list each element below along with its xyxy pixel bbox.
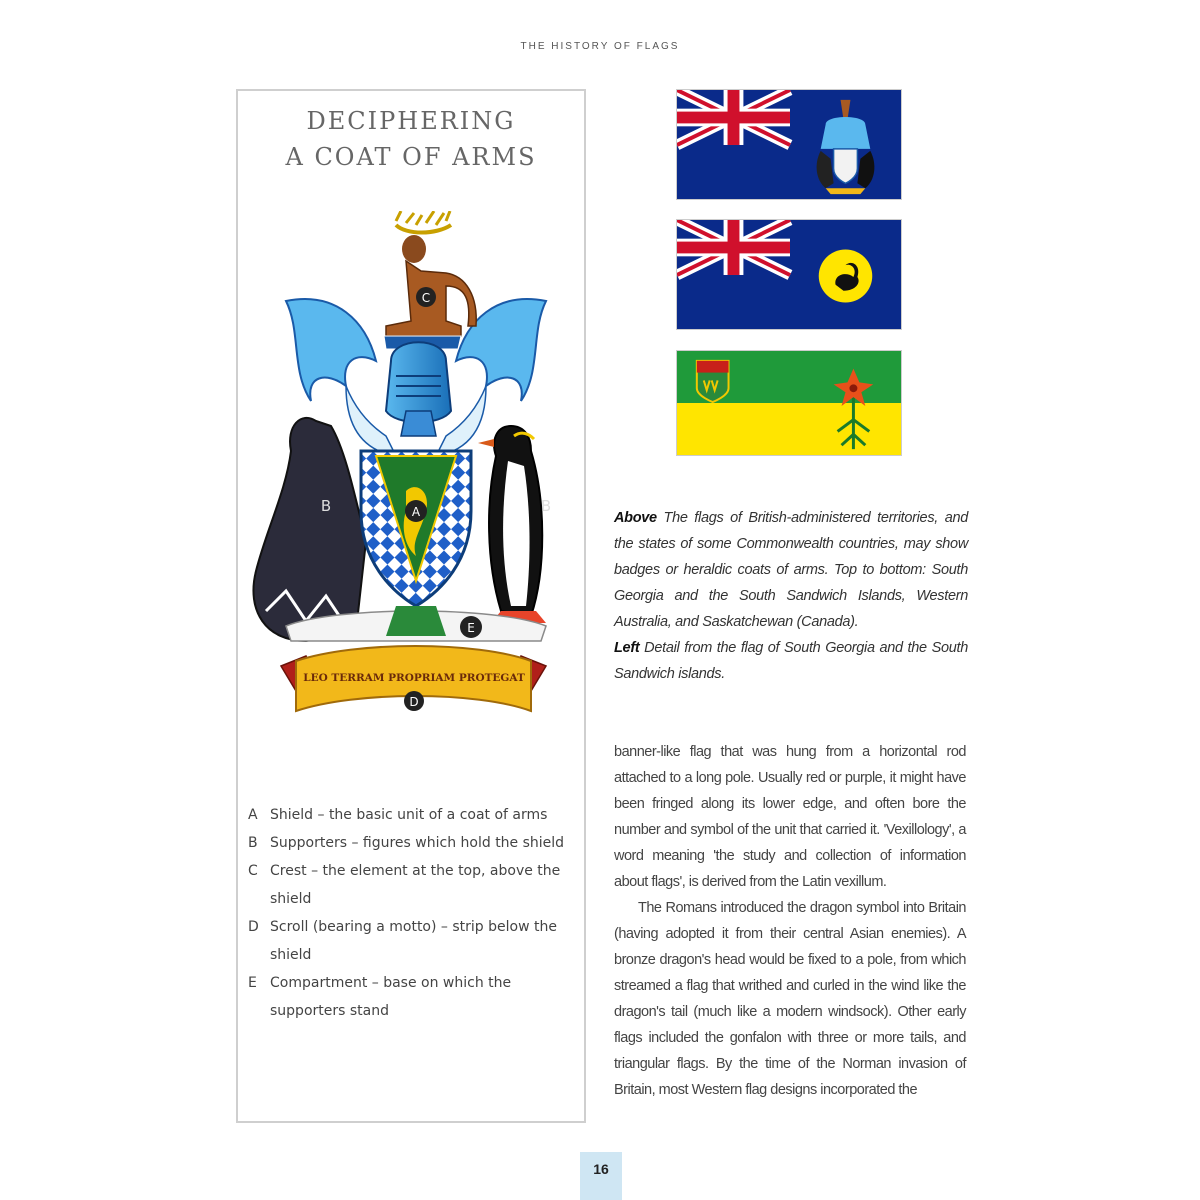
motto-scroll — [281, 646, 546, 711]
running-head: THE HISTORY OF FLAGS — [520, 41, 680, 52]
legend-letter: E — [248, 975, 257, 991]
union-jack — [677, 220, 790, 275]
coat-of-arms-legend — [248, 801, 578, 1025]
panel-title-line1: DECIPHERING — [306, 107, 516, 135]
marker-c: C — [421, 291, 431, 305]
legend-text: Scroll (bearing a motto) – strip below the shield — [270, 919, 557, 963]
motto-text: LEO TERRAM PROPRIAM PROTEGAT — [303, 672, 525, 684]
caption-left-label: Left — [614, 640, 640, 656]
legend-item — [248, 857, 578, 913]
caption-left-text: Detail from the flag of South Georgia and the South Sandwich islands. — [614, 640, 968, 682]
coat-of-arms-illustration — [246, 211, 576, 751]
panel-title — [238, 103, 584, 175]
legend-text: Crest – the element at the top, above the shield — [270, 863, 561, 907]
body-text — [614, 739, 966, 1103]
marker-a: A — [411, 505, 421, 519]
legend-letter: A — [248, 807, 258, 823]
shield — [361, 451, 471, 606]
body-paragraph-1: banner-like flag that was hung from a horizontal rod attached to a long pole. Usually red or purple, it might have been fringed along its lower edge, and often bore the number and symbol of the unit that carried it. 'Vexillology', a word meaning 'the study and collection of information about flags', is derived from the Latin vexillum. — [614, 744, 966, 890]
legend-item — [248, 829, 578, 857]
panel-title-line2: A COAT OF ARMS — [285, 143, 537, 171]
crest-reindeer — [384, 211, 476, 349]
coat-of-arms-panel — [236, 89, 586, 1123]
marker-b-left: B — [320, 497, 332, 515]
flag-saskatchewan — [676, 350, 902, 456]
caption-above-text: The flags of British-administered territories, and the states of some Commonwealth countries, may show badges or heraldic coats of arms. Top to bottom: South Georgia and the South Sandwich Islands, Western Australia, and Saskatchewan (Canada). — [614, 510, 968, 630]
legend-item — [248, 913, 578, 969]
union-jack — [677, 90, 790, 145]
helmet — [386, 342, 451, 436]
saskatchewan-shield-icon — [697, 361, 729, 402]
legend-letter: B — [248, 835, 258, 851]
legend-item — [248, 969, 578, 1025]
flag-western-australia — [676, 219, 902, 330]
marker-d: D — [409, 695, 419, 709]
body-paragraph-2: The Romans introduced the dragon symbol into Britain (having adopted it from their central Asian enemies). A bronze dragon's head would be fixed to a pole, from which streamed a flag that writhed and curled in the wind like the dragon's tail (much like a modern windsock). Other early flags included the gonfalon with three or more tails, and triangular flags. By the time of the Norman invasion of Britain, most Western flag designs incorporated the — [614, 900, 966, 1098]
marker-b-right: B — [540, 497, 552, 515]
caption-above-label: Above — [614, 510, 657, 526]
page-number: 16 — [580, 1152, 622, 1200]
supporter-penguin — [478, 426, 551, 623]
flags-caption — [614, 505, 968, 687]
supporter-fur-seal — [253, 418, 366, 641]
legend-letter: C — [248, 863, 258, 879]
marker-e: E — [467, 621, 475, 635]
flag-south-georgia — [676, 89, 902, 200]
legend-letter: D — [248, 919, 259, 935]
legend-text: Shield – the basic unit of a coat of arms — [270, 807, 548, 823]
legend-text: Supporters – figures which hold the shield — [270, 835, 565, 851]
legend-text: Compartment – base on which the supporters stand — [270, 975, 512, 1019]
legend-item — [248, 801, 578, 829]
